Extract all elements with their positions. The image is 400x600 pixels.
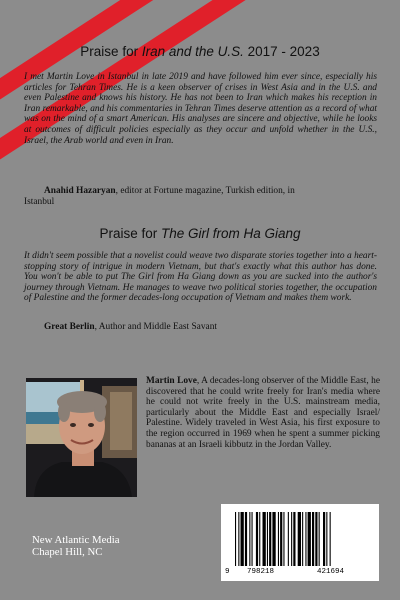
barcode-bar [278,512,279,566]
barcode-bar [252,512,253,566]
barcode-bar [326,512,327,566]
barcode-bar [267,512,268,566]
attribution-iran-city: Istanbul [24,197,55,207]
author-photo [26,378,137,497]
barcode-bar [245,512,247,566]
barcode-bar [235,512,236,566]
praise-quote-iran: I met Martin Love in Istanbul in late 2019 and have followed him ever since, especially his articles for Tehran Times. He is a keen observer of crises in West Asia and in the U.S. and even Palestine and knows his history. He has not been to Iran which makes his reception in Iran remarkable, and his commentaries in Tehran Times deserve attention as a record of what was on the mind of a smart American. His analyses are sincere and objective, while he looks at outcomes of difficult policies especially as they occur and unfold whether in the U.S., Israel, the Arab world and even in Iran. [24,72,377,146]
barcode-bar [312,512,314,566]
barcode-bar [330,512,331,566]
barcode-bars [221,504,379,568]
barcode-bar [298,512,301,566]
barcode-bar [293,512,295,566]
barcode-bar [323,512,325,566]
praise-quote-girl: It didn't seem possible that a novelist could weave two disparate stories together into a heart-stopping story of intrigue in modern Vietnam, but that's exactly what this author has done. You won't be able to put The Girl from Ha Giang down as you are sucked into the author's journey through Vietnam. He manages to weave two political stories together, the occupation of Palestine and the former decades-long occupation of Vietnam and makes them work. [24,251,377,304]
isbn-barcode: 9 798218 421694 [221,504,379,581]
barcode-bar [238,512,239,566]
barcode-bar [259,512,260,566]
barcode-bar [280,512,282,566]
publisher-block [32,535,120,558]
barcode-bar [241,512,244,566]
barcode-bar [302,512,303,566]
barcode-bar [272,512,275,566]
publisher-name: New Atlantic Media [32,534,120,546]
attribution-girl: Great Berlin, Author and Middle East Savant [44,322,217,332]
barcode-bar [305,512,306,566]
barcode-bar [263,512,266,566]
barcode-bar [315,512,317,566]
barcode-bar [269,512,271,566]
author-bio: Martin Love, A decades-long observer of the Middle East, he discovered that he could write freely for Iran's media where he could not write freely in the U.S. mainstream media, particularly about the Middle East and especially Israel/ Palestine. Widely traveled in West Asia, his first exposure to the region occurred in 1969 when he spent a summer picking bananas at an Israeli kibbutz in the Jordan Valley. [146,376,380,450]
barcode-bar [283,512,284,566]
attribution-iran: Anahid Hazaryan, editor at Fortune magazine, Turkish edition, in [44,186,295,196]
barcode-bar [256,512,258,566]
barcode-bar [319,512,320,566]
praise-heading-girl: Praise for The Girl from Ha Giang [99,226,301,241]
author-portrait-icon [26,378,137,497]
barcode-bar [288,512,289,566]
barcode-bar [291,512,292,566]
barcode-bar [308,512,311,566]
praise-heading-iran: Praise for Iran and the U.S. 2017 - 2023 [80,44,320,59]
publisher-location: Chapel Hill, NC [32,545,103,558]
barcode-bar [249,512,250,566]
